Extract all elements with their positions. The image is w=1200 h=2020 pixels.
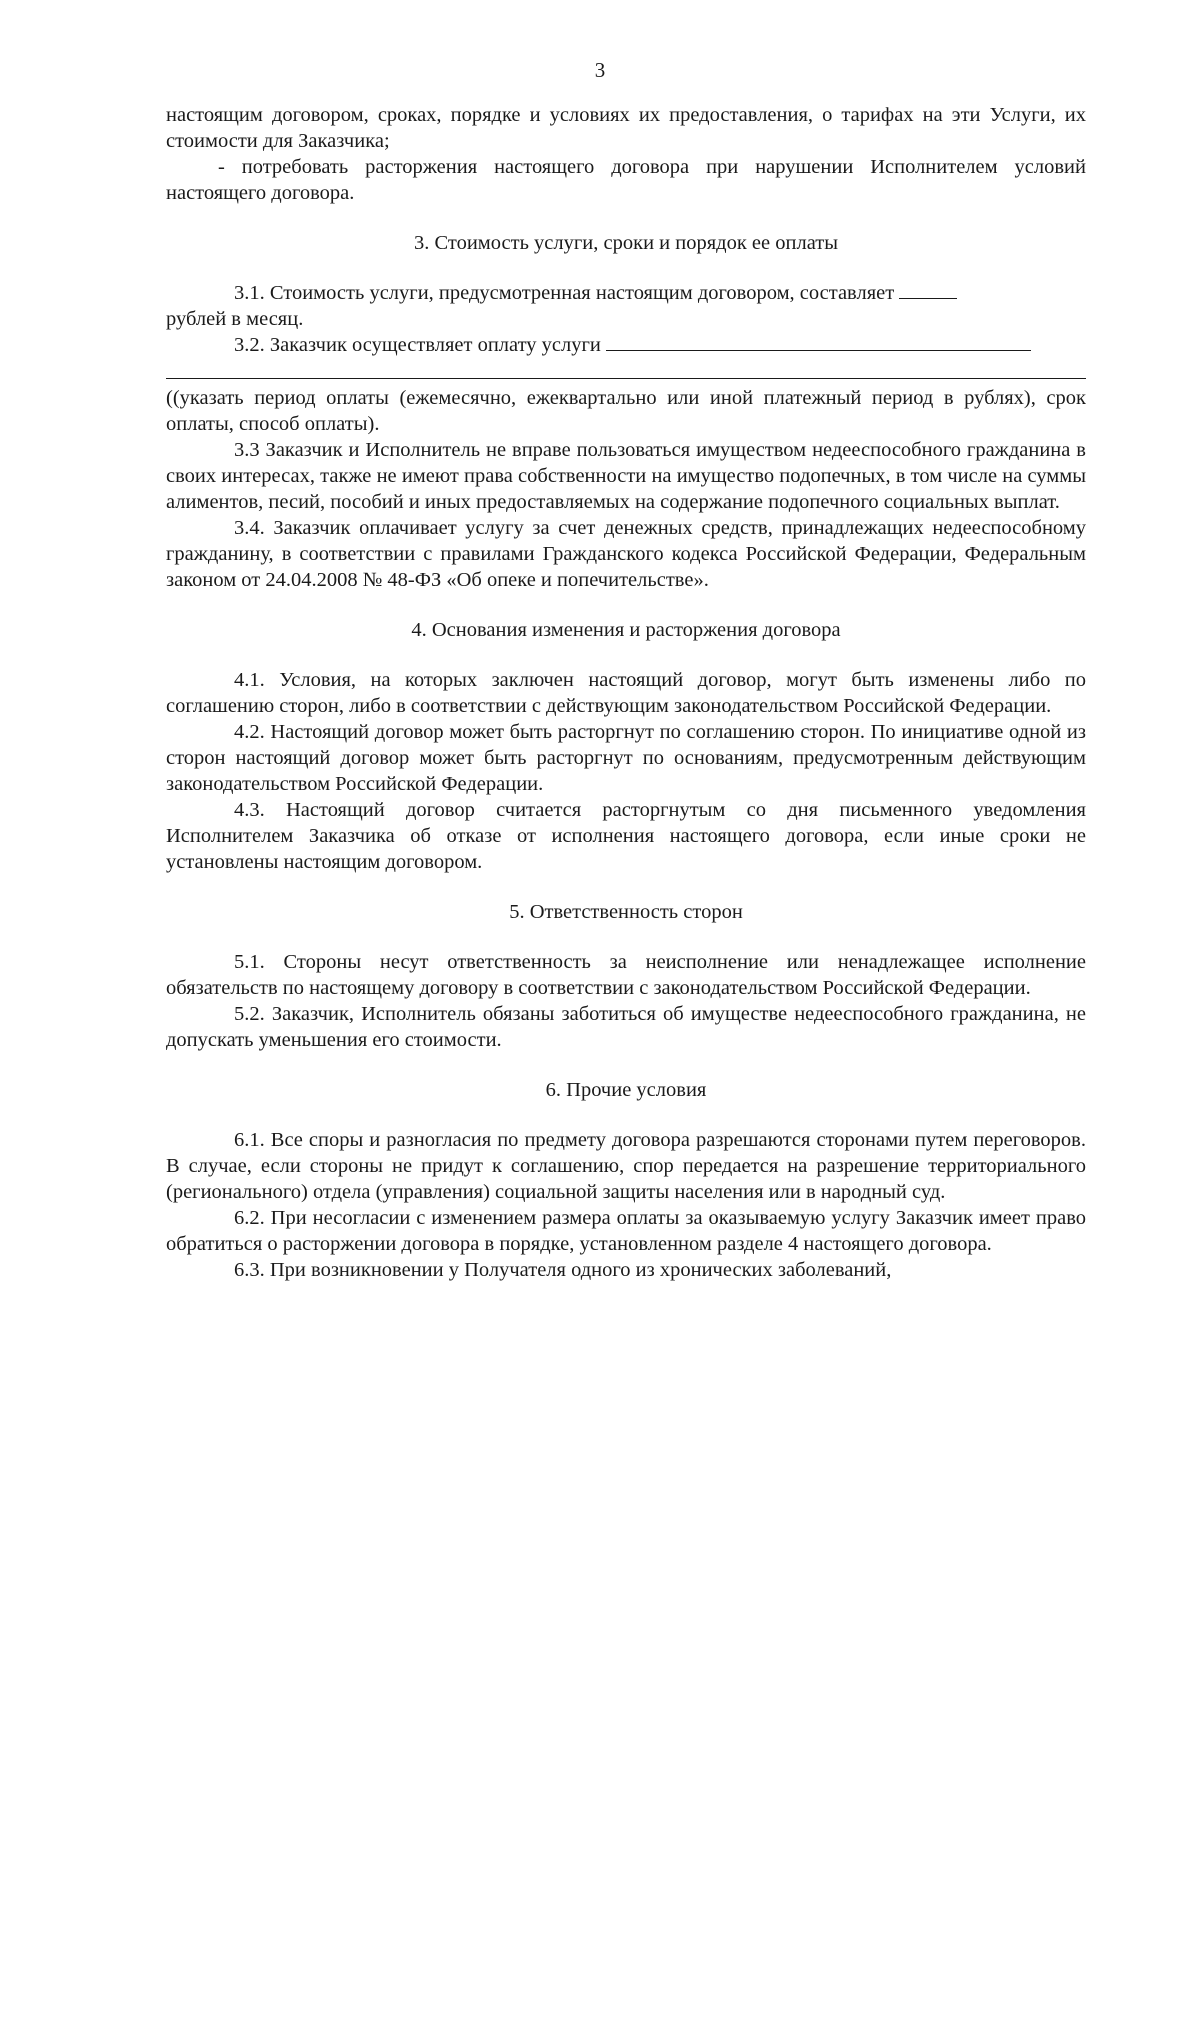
clause-3-2 xyxy=(166,332,1086,358)
clause-6-3: 6.3. При возникновении у Получателя одного из хронических заболеваний, xyxy=(234,1259,892,1281)
cost-blank-field xyxy=(899,280,957,299)
section-4-title: 4. Основания изменения и расторжения договора xyxy=(411,619,841,641)
payment-blank-line xyxy=(166,360,1086,379)
clause-3-2-text: 3.2. Заказчик осуществляет оплату услуги xyxy=(234,334,601,356)
page-number: 3 xyxy=(594,58,606,82)
section-5-title: 5. Ответственность сторон xyxy=(509,901,743,923)
payment-blank-field xyxy=(606,332,1031,351)
intro-bullet: - потребовать расторжения настоящего договора при нарушении Исполнителем условий настоящего договора. xyxy=(166,156,1086,204)
clause-6-1: 6.1. Все споры и разногласия по предмету договора разрешаются сторонами путем переговоров. В случае, если стороны не придут к соглашению, спор передается на разрешение территориального (регионального) отдела (управления) социальной защиты населения или в народный суд. xyxy=(166,1129,1086,1203)
clause-5-1: 5.1. Стороны несут ответственность за неисполнение или ненадлежащее исполнение обязательств по настоящему договору в соответствии с законодательством Российской Федерации. xyxy=(166,951,1086,999)
clause-4-2: 4.2. Настоящий договор может быть расторгнут по соглашению сторон. По инициативе одной из сторон настоящий договор может быть расторгнут по основаниям, предусмотренным действующим законодательством Российской Федерации. xyxy=(166,721,1086,795)
clause-3-1-text: 3.1. Стоимость услуги, предусмотренная настоящим договором, составляет xyxy=(234,282,895,304)
clause-4-3: 4.3. Настоящий договор считается расторгнутым со дня письменного уведомления Исполнителем Заказчика об отказе от исполнения настоящего договора, если иные сроки не установлены настоящим договором. xyxy=(166,799,1086,873)
section-3-title: 3. Стоимость услуги, сроки и порядок ее оплаты xyxy=(413,232,839,254)
document-body xyxy=(166,102,1086,1283)
clause-6-2: 6.2. При несогласии с изменением размера оплаты за оказываемую услугу Заказчик имеет право обратиться о расторжении договора в порядке, установленном разделе 4 настоящего договора. xyxy=(166,1207,1086,1255)
clause-3-3: 3.3 Заказчик и Исполнитель не вправе пользоваться имуществом недееспособного гражданина в своих интересах, также не имеют права собственности на имущество подопечных, в том числе на суммы алиментов, песий, пособий и иных предоставляемых на содержание подопечного социальных выплат. xyxy=(166,439,1086,513)
clause-3-4: 3.4. Заказчик оплачивает услугу за счет денежных средств, принадлежащих недееспособному гражданину, в соответствии с правилами Гражданского кодекса Российской Федерации, Федеральным законом от 24.04.2008 № 48-ФЗ «Об опеке и попечительстве». xyxy=(166,517,1086,591)
clause-5-2: 5.2. Заказчик, Исполнитель обязаны заботиться об имуществе недееспособного гражданина, не допускать уменьшения его стоимости. xyxy=(166,1003,1086,1051)
clause-3-2-note: ((указать период оплаты (ежемесячно, ежеквартально или иной платежный период в рублях), срок оплаты, способ оплаты). xyxy=(166,387,1086,435)
clause-3-1-tail: рублей в месяц. xyxy=(166,308,304,330)
clause-3-1 xyxy=(166,280,1086,332)
intro-continuation: настоящим договором, сроках, порядке и условиях их предоставления, о тарифах на эти Услуги, их стоимости для Заказчика; xyxy=(166,104,1086,152)
section-6-title: 6. Прочие условия xyxy=(545,1079,707,1101)
clause-4-1: 4.1. Условия, на которых заключен настоящий договор, могут быть изменены либо по соглашению сторон, либо в соответствии с действующим законодательством Российской Федерации. xyxy=(166,669,1086,717)
